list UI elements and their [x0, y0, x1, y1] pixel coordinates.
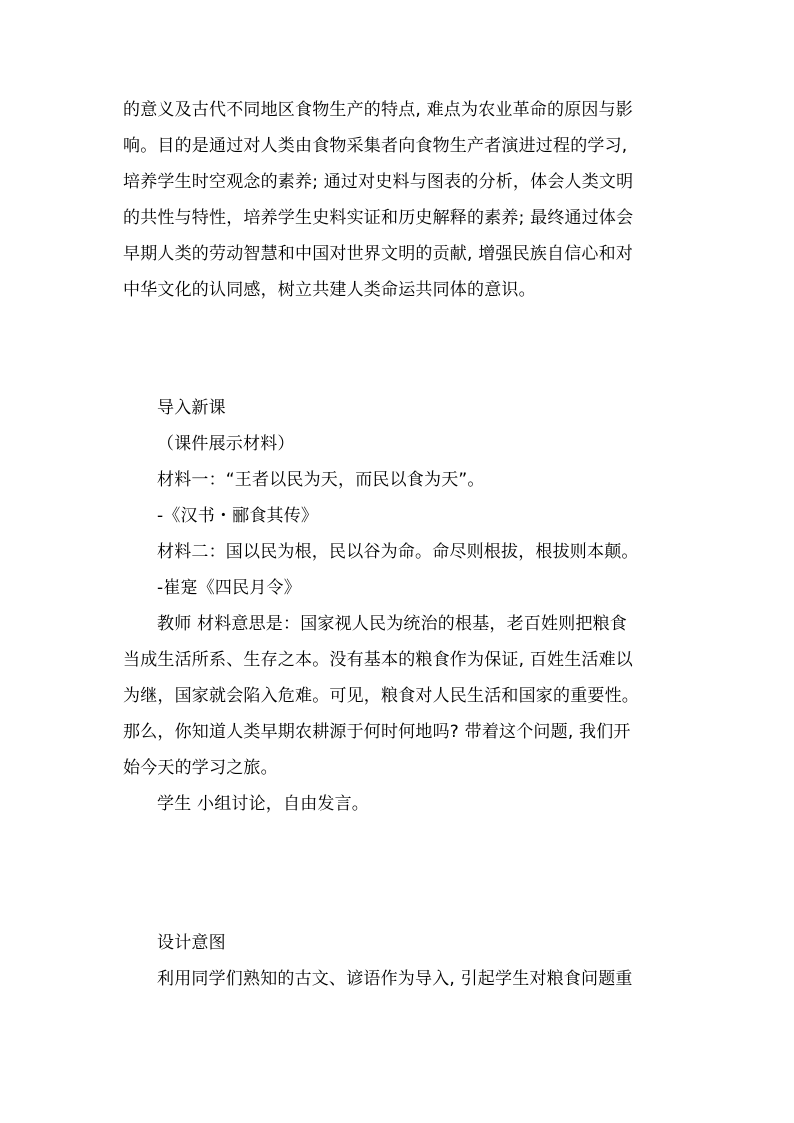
- paragraph-line: 响。目的是通过对人类由食物采集者向食物生产者演进过程的学习,: [123, 136, 628, 156]
- design-intent-section: [123, 925, 683, 997]
- paragraph-line: 培养学生时空观念的素养; 通过对史料与图表的分析，体会人类文明: [123, 172, 634, 192]
- lesson-intro-section: [123, 390, 683, 822]
- paragraph-line: 的共性与特性，培养学生史料实证和历史解释的素养; 最终通过体会: [123, 208, 634, 228]
- teacher-paragraph-line: 为继，国家就会陷入危难。可见，粮食对人民生活和国家的重要性。: [123, 686, 639, 706]
- section-heading: 设计意图: [157, 933, 226, 953]
- paragraph-line: 的意义及古代不同地区食物生产的特点, 难点为农业革命的原因与影: [123, 100, 634, 120]
- paragraph-line: 中华文化的认同感，树立共建人类命运共同体的意识。: [123, 280, 536, 300]
- paragraph-line: 早期人类的劳动智慧和中国对世界文明的贡献, 增强民族自信心和对: [123, 244, 634, 264]
- teacher-paragraph-line: 始今天的学习之旅。: [123, 758, 278, 778]
- courseware-note: （课件展示材料）: [157, 434, 295, 454]
- teacher-paragraph-line: 那么，你知道人类早期农耕源于何时何地吗? 带着这个问题, 我们开: [123, 722, 631, 742]
- material-one: 材料一：“王者以民为天，而民以食为天”。: [157, 470, 485, 490]
- student-paragraph: 学生 小组讨论，自由发言。: [157, 794, 370, 814]
- teacher-paragraph-line: 教师 材料意思是：国家视人民为统治的根基，老百姓则把粮食: [157, 614, 628, 634]
- section-heading: 导入新课: [157, 398, 226, 418]
- material-two: 材料二：国以民为根，民以谷为命。命尽则根拔，根拔则本颠。: [157, 542, 639, 562]
- design-paragraph-line: 利用同学们熟知的古文、谚语作为导入, 引起学生对粮食问题重: [157, 969, 633, 989]
- material-one-source: -《汉书・郦食其传》: [157, 506, 319, 526]
- intro-paragraph: [123, 92, 683, 308]
- material-two-source: -崔寔《四民月令》: [157, 578, 301, 598]
- teacher-paragraph-line: 当成生活所系、生存之本。没有基本的粮食作为保证, 百姓生活难以: [123, 650, 634, 670]
